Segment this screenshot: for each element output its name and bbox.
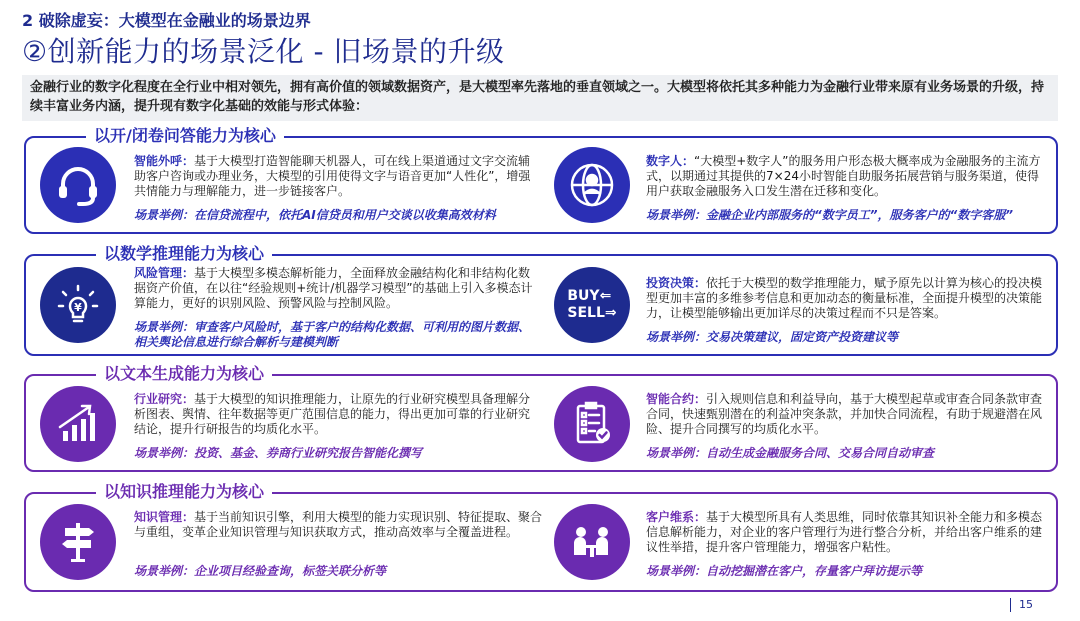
example: 场景举例：审查客户风险时，基于客户的结构化数据、可利用的图片数据、相关舆论信息进行综合解析与建模判断	[134, 320, 531, 349]
sell-label: SELL	[567, 305, 605, 321]
section-qa	[24, 126, 1058, 234]
description: “大模型+数字人”的服务用户形态极大概率成为金融服务的主流方式，以期通过其提供的7×24小时智能自助服务拓展营销与服务渠道，使得用户获取金融服务入口发生潜在迁移和变化。	[646, 154, 1041, 198]
example: 场景举例：在信贷流程中，依托AI信贷员和用户交谈以收集高效材料	[134, 208, 496, 222]
text-digital-human	[646, 154, 1046, 199]
text-investment	[646, 276, 1046, 321]
description: 引入规则信息和利益导向，基于大模型起草或审查合同条款审查合同，快速甄别潜在的利益冲突条款，并加快合同流程，有助于规避潜在风险、提升合同撰写的均质化水平。	[646, 392, 1043, 436]
text-smart-call	[134, 154, 534, 199]
keyword: 知识管理：	[134, 510, 195, 524]
meeting-icon	[554, 504, 630, 580]
section-title: 以知识推理能力为核心	[96, 482, 272, 502]
example: 场景举例：交易决策建议，固定资产投资建议等	[646, 330, 899, 344]
section-text-gen	[24, 364, 1058, 472]
section-title: 以数学推理能力为核心	[96, 244, 272, 264]
buy-label: BUY	[567, 288, 600, 304]
example: 场景举例：金融企业内部服务的“数字员工”，服务客户的“数字客服”	[646, 208, 1013, 222]
keyword: 投资决策：	[646, 276, 707, 290]
description: 基于大模型所具有人类思维，同时依靠其知识补全能力和多模态信息解析能力，对企业的客户管理行为进行整合分析，并给出客户维系的建议性举措，提升客户管理能力，增强客户粘性。	[646, 510, 1043, 554]
text-risk	[134, 266, 534, 311]
description: 基于大模型的知识推理能力，让原先的行业研究模型具备理解分析图表、舆情、往年数据等更广范围信息的能力，得出更加可靠的行业研究结论，提升行研报告的均质化水平。	[134, 392, 531, 436]
description: 基于大模型打造智能聊天机器人，可在线上渠道通过文字交流辅助客户咨询或办理业务，大模型的引用使得文字与语音更加“人性化”，增强共情能力与理解能力，进一步链接客户。	[134, 154, 531, 198]
lightbulb-icon	[40, 267, 116, 343]
signpost-icon	[40, 504, 116, 580]
page-title: ②创新能力的场景泛化 - 旧场景的升级	[22, 35, 505, 68]
section-title: 以开/闭卷问答能力为核心	[86, 126, 284, 146]
example: 场景举例：投资、基金、券商行业研究报告智能化撰写	[134, 446, 423, 460]
keyword: 行业研究：	[134, 392, 195, 406]
headset-icon	[40, 147, 116, 223]
text-smart-contract	[646, 392, 1046, 437]
kicker-title: 2 破除虚妄：大模型在金融业的场景边界	[22, 11, 311, 30]
buy-sell-icon: BUY⇐ SELL⇒	[554, 267, 630, 343]
description: 基于大模型多模态解析能力，全面释放金融结构化和非结构化数据资产价值，在以往“经验规则+统计/机器学习模型”的基础上引入多模态计算能力，更好的识别风险、预警风险与控制风险。	[134, 266, 533, 310]
section-knowledge	[24, 482, 1058, 592]
text-customer-retention	[646, 510, 1046, 555]
keyword: 数字人：	[646, 154, 695, 168]
keyword: 客户维系：	[646, 510, 707, 524]
page-number: 15	[1010, 598, 1033, 612]
digital-human-icon	[554, 147, 630, 223]
text-industry-research	[134, 392, 534, 437]
keyword: 风险管理：	[134, 266, 195, 280]
example: 场景举例：企业项目经验查询，标签关联分析等	[134, 564, 387, 578]
example: 场景举例：自动生成金融服务合同、交易合同自动审查	[646, 446, 935, 460]
section-math	[24, 244, 1058, 356]
growth-chart-icon	[40, 386, 116, 462]
keyword: 智能合约：	[646, 392, 707, 406]
section-title: 以文本生成能力为核心	[96, 364, 272, 384]
description: 依托于大模型的数学推理能力，赋予原先以计算为核心的投决模型更加丰富的多维参考信息和更加动态的衡量标准，全面提升模型的决策能力，让模型能够输出更加详尽的决策过程而不只是答案。	[646, 276, 1043, 320]
text-knowledge-mgmt	[134, 510, 544, 540]
example: 场景举例：自动挖掘潜在客户，存量客户拜访提示等	[646, 564, 923, 578]
intro-text: 金融行业的数字化程度在全行业中相对领先，拥有高价值的领域数据资产，是大模型率先落地的垂直领域之一。大模型将依托其多种能力为金融行业带来原有业务场景的升级，持续丰富业务内涵，提升现有数字化基础的效能与形式体验：	[22, 75, 1058, 121]
keyword: 智能外呼：	[134, 154, 195, 168]
checklist-icon	[554, 386, 630, 462]
svg-text:¥: ¥	[74, 301, 82, 314]
description: 基于当前知识引擎，利用大模型的能力实现识别、特征提取、聚合与重组，变革企业知识管理与知识获取方式，推动高效率与全覆盖进程。	[134, 510, 543, 539]
